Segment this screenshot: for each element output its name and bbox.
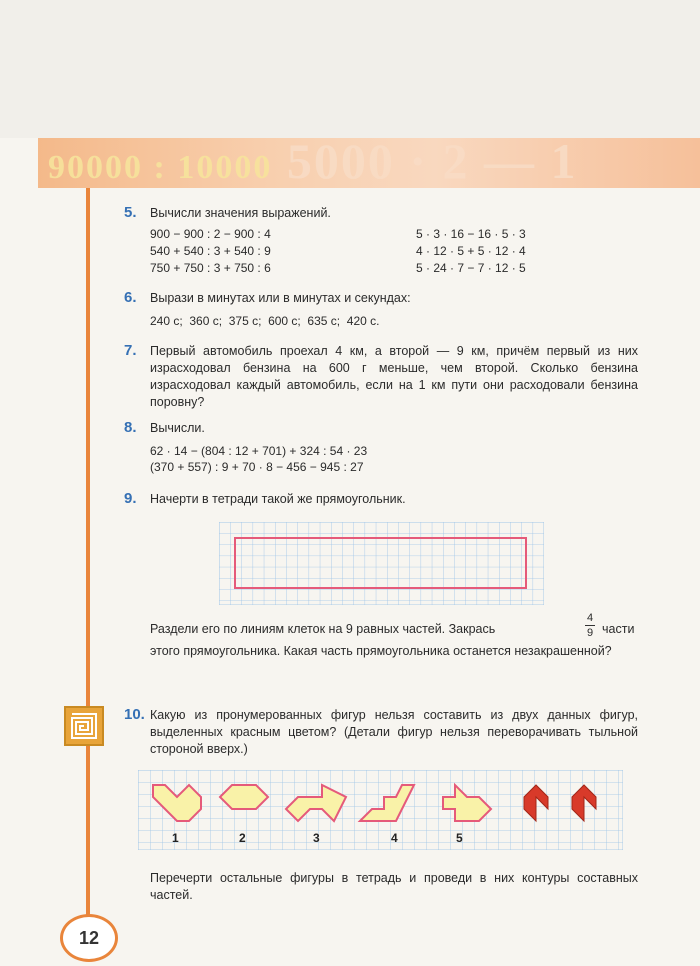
task-5-right-expr-3: 5 · 24 · 7 − 7 · 12 · 5 (416, 261, 526, 275)
page-top-margin (0, 0, 700, 138)
task-9-number: 9. (124, 490, 137, 507)
task-6-text: Вырази в минутах или в минутах и секундах: (150, 291, 411, 305)
square-spiral-icon (64, 706, 104, 746)
banner-decor-text: 90000 : 10000 5000 · 2 — 1 (48, 138, 578, 188)
task-9-text-after-3: этого прямоугольника. Какая часть прямоугольника останется незакрашенной? (150, 644, 612, 658)
task-8-expr-1: 62 · 14 − (804 : 12 + 701) + 324 : 54 · 23 (150, 444, 368, 458)
fraction-denominator: 9 (586, 627, 594, 639)
task-7-number: 7. (124, 342, 137, 359)
figure-label-1: 1 (172, 831, 179, 845)
fraction-numerator: 4 (586, 612, 594, 624)
figure-label-5: 5 (456, 831, 463, 845)
figure-2 (220, 785, 268, 809)
figure-label-2: 2 (239, 831, 246, 845)
rectangle-grid-figure (219, 522, 544, 605)
task-7-text: Первый автомобиль проехал 4 км, а второй — 9 км, причём первый из них израсходовал бензина на 600 г меньше, чем второй. Сколько бензина израсходовал каждый автомобиль, если на 1 км пути они расходовали бензина поровну? (150, 344, 638, 409)
task-9-text-after-1: Раздели его по линиям клеток на 9 равных частей. Закрась (150, 622, 496, 636)
task-10-text: Какую из пронумерованных фигур нельзя составить из двух данных фигур, выделенных красным цветом? (Детали фигур нельзя переворачивать тыльной стороной вверх.) (150, 708, 638, 756)
task-5-left-expr-2: 540 + 540 : 3 + 540 : 9 (150, 244, 271, 258)
task-5-right-expr-1: 5 · 3 · 16 − 16 · 5 · 3 (416, 227, 526, 241)
figures-grid (138, 770, 623, 850)
task-8-text: Вычисли. (150, 421, 205, 435)
figure-label-3: 3 (313, 831, 320, 845)
task-6-number: 6. (124, 289, 137, 306)
task-9-text: Начерти в тетради такой же прямоугольник. (150, 492, 406, 506)
task-5-left-expr-3: 750 + 750 : 3 + 750 : 6 (150, 261, 271, 275)
task-8-expr-2: (370 + 557) : 9 + 70 · 8 − 456 − 945 : 27 (150, 460, 364, 474)
task-10-number: 10. (124, 706, 145, 723)
task-5-left-expr-1: 900 − 900 : 2 − 900 : 4 (150, 227, 271, 241)
fraction-bar (585, 625, 595, 626)
task-10-text-after: Перечерти остальные фигуры в тетрадь и проведи в них контуры составных частей. (150, 871, 638, 902)
task-5-number: 5. (124, 204, 137, 221)
task-9-text-after-2: части (602, 622, 635, 636)
task-8-number: 8. (124, 419, 137, 436)
margin-line (86, 188, 90, 918)
task-6-values: 240 с; 360 с; 375 с; 600 с; 635 с; 420 с. (150, 314, 380, 328)
figure-label-4: 4 (391, 831, 398, 845)
task-5-right-expr-2: 4 · 12 · 5 + 5 · 12 · 4 (416, 244, 526, 258)
task-5-text: Вычисли значения выражений. (150, 206, 331, 220)
header-banner (38, 138, 700, 188)
page-number: 12 (60, 914, 118, 962)
fraction-4-9 (585, 612, 595, 639)
